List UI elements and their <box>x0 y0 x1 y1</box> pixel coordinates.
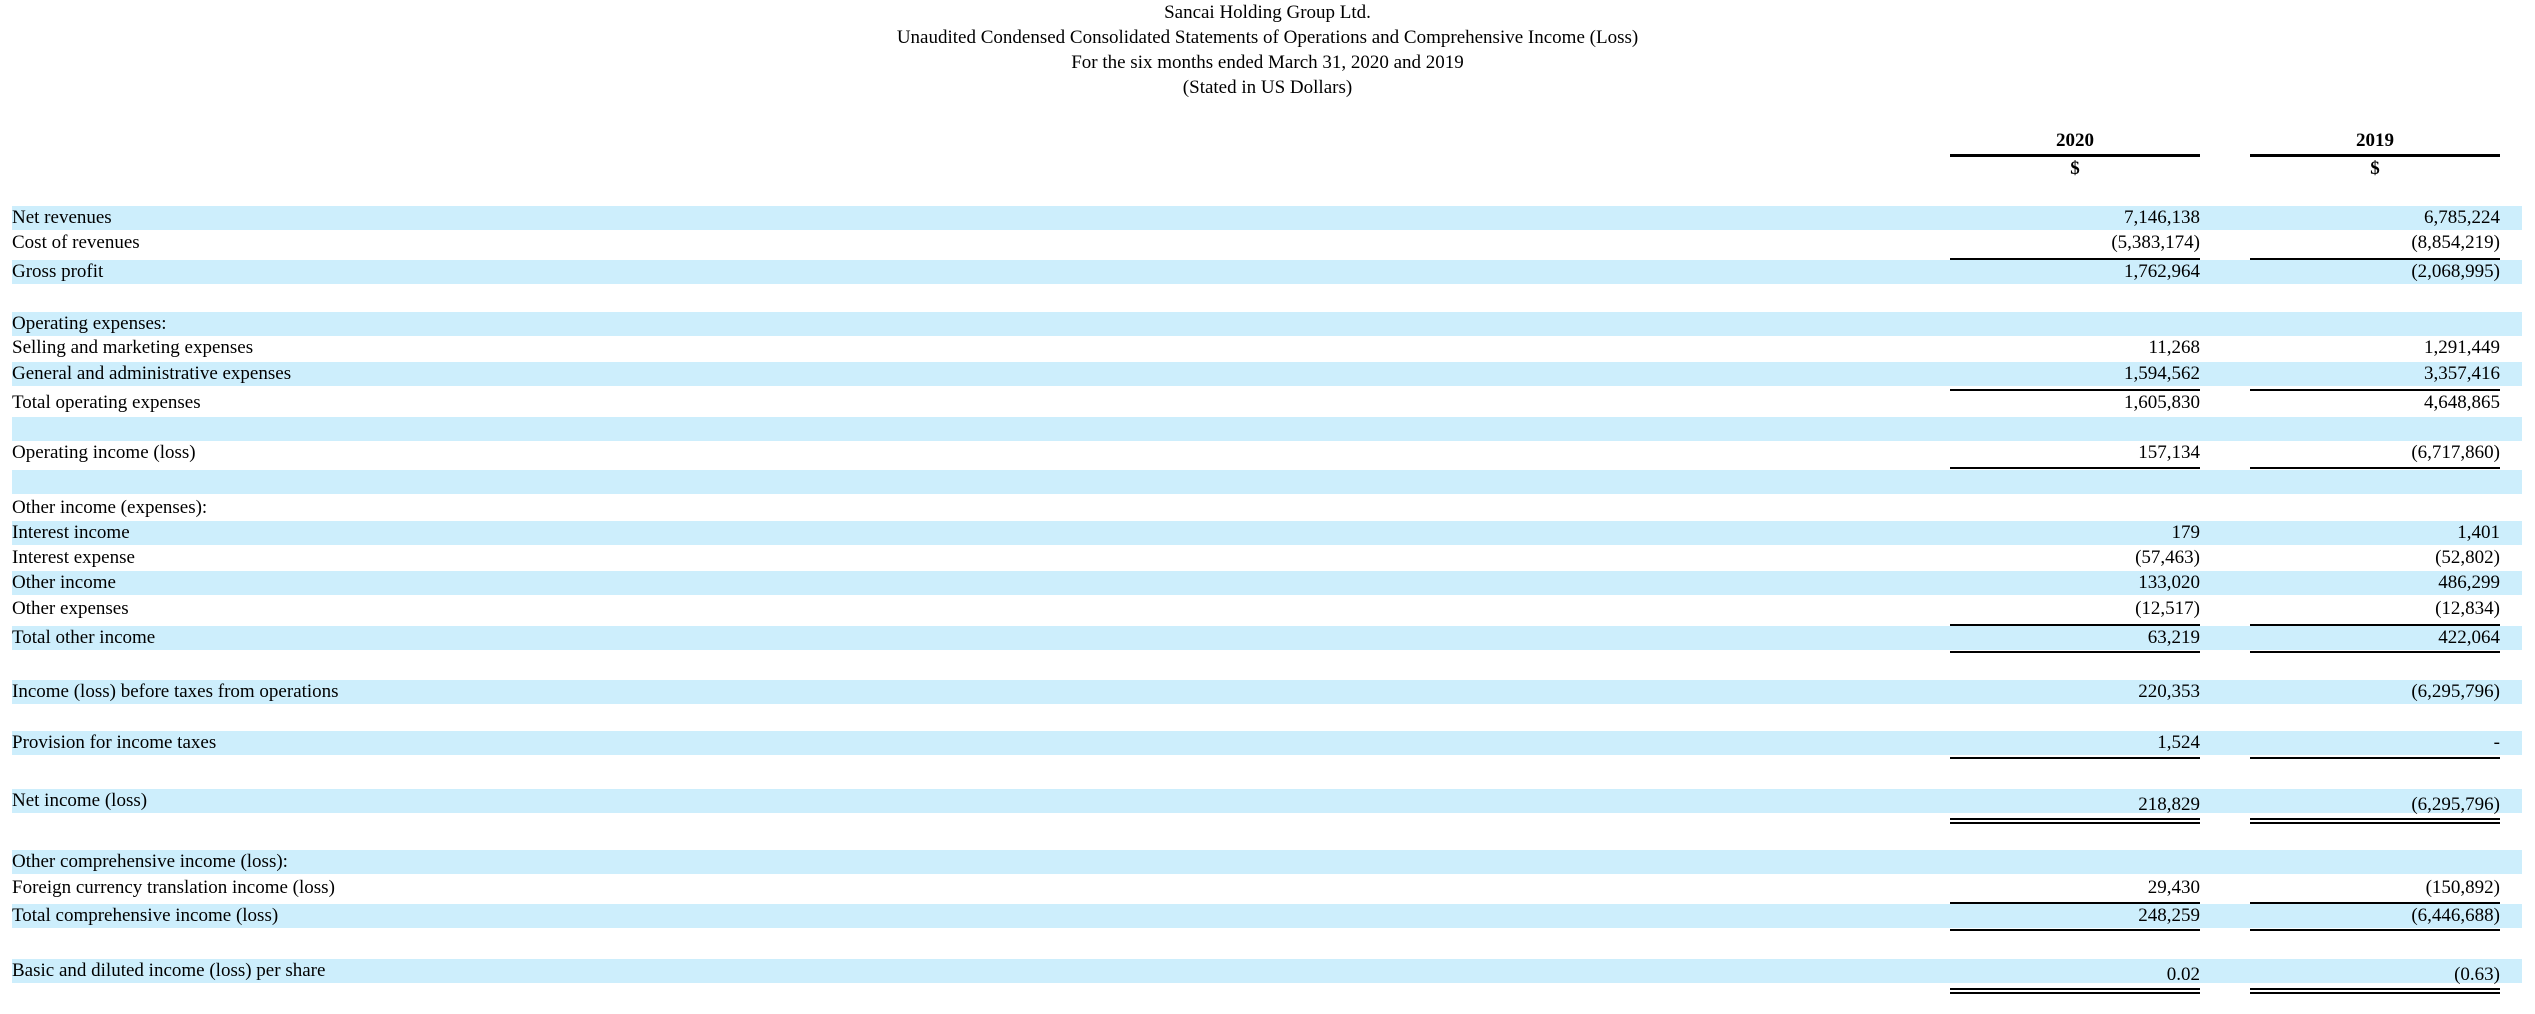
value-2019: 1,291,449 <box>2424 337 2500 358</box>
value-2020: 11,268 <box>2148 337 2200 358</box>
column-2020-unit: $ <box>2070 158 2080 179</box>
value-2020: 220,353 <box>2138 681 2200 702</box>
value-2019: (52,802) <box>2435 547 2500 568</box>
row-label: Gross profit <box>12 261 104 282</box>
table-row-other-comprehensive-heading <box>12 850 2522 874</box>
row-label: Net revenues <box>12 207 112 228</box>
value-2020: 157,134 <box>2138 442 2200 463</box>
row-label: Other income <box>12 572 116 593</box>
row-label: Total other income <box>12 627 156 648</box>
table-row-income-before-taxes <box>12 680 2522 704</box>
total-double-rule <box>1950 988 2200 990</box>
table-row-provision-income-taxes <box>12 731 2522 755</box>
row-label: Interest income <box>12 522 130 543</box>
column-2019-unit: $ <box>2370 158 2380 179</box>
table-row-interest-expense <box>12 546 2522 570</box>
row-label: Other expenses <box>12 598 129 619</box>
value-2019: (6,295,796) <box>2411 681 2500 702</box>
row-label: Cost of revenues <box>12 232 140 253</box>
subtotal-rule <box>2250 757 2500 759</box>
table-row-net-income <box>12 789 2522 813</box>
value-2020: 29,430 <box>2147 877 2200 898</box>
table-row-eps <box>12 959 2522 983</box>
value-2020: 1,605,830 <box>2124 392 2200 413</box>
table-row-operating-income <box>12 441 2522 465</box>
table-row-total-other-income <box>12 626 2522 650</box>
subtotal-rule <box>2250 651 2500 653</box>
row-label: Other income (expenses): <box>12 497 208 518</box>
table-row-foreign-currency <box>12 876 2522 900</box>
table-row-other-income-heading <box>12 496 2522 520</box>
subtotal-rule <box>1950 929 2200 931</box>
value-2019: (0.63) <box>2454 964 2500 985</box>
row-label: General and administrative expenses <box>12 363 292 384</box>
value-2019: 486,299 <box>2438 572 2500 593</box>
subtotal-rule <box>1950 389 2200 391</box>
value-2020: 133,020 <box>2138 572 2200 593</box>
subtotal-rule <box>2250 258 2500 260</box>
value-2019: 3,357,416 <box>2424 363 2500 384</box>
row-label: Basic and diluted income (loss) per share <box>12 960 326 981</box>
company-name: Sancai Holding Group Ltd. <box>1164 2 1371 23</box>
spacer-row <box>12 417 2522 441</box>
total-double-rule <box>2250 988 2500 990</box>
table-row-operating-expenses-heading <box>12 312 2522 336</box>
row-label: Operating expenses: <box>12 313 167 334</box>
table-row-general-admin <box>12 362 2522 386</box>
value-2020: 1,524 <box>2157 732 2200 753</box>
value-2020: 179 <box>2171 522 2200 543</box>
value-2020: 1,762,964 <box>2124 261 2200 282</box>
row-label: Income (loss) before taxes from operations <box>12 681 339 702</box>
value-2020: 218,829 <box>2138 794 2200 815</box>
value-2019: (6,446,688) <box>2411 905 2500 926</box>
spacer-row <box>12 470 2522 494</box>
subtotal-rule <box>1950 757 2200 759</box>
row-label: Provision for income taxes <box>12 732 217 753</box>
subtotal-rule <box>2250 467 2500 469</box>
value-2019: (150,892) <box>2425 877 2500 898</box>
value-2020: 248,259 <box>2138 905 2200 926</box>
subtotal-rule <box>2250 902 2500 904</box>
column-2020-year: 2020 <box>2056 130 2094 151</box>
currency-note: (Stated in US Dollars) <box>1182 77 1353 98</box>
statement-period: For the six months ended March 31, 2020 and 2019 <box>1071 52 1464 73</box>
value-2019: 422,064 <box>2438 627 2500 648</box>
subtotal-rule <box>2250 929 2500 931</box>
table-row-interest-income <box>12 521 2522 545</box>
value-2019: - <box>2493 732 2500 753</box>
value-2020: 63,219 <box>2147 627 2200 648</box>
row-label: Operating income (loss) <box>12 442 196 463</box>
table-row-total-operating-expenses <box>12 391 2522 415</box>
subtotal-rule <box>2250 624 2500 626</box>
value-2019: (12,834) <box>2435 598 2500 619</box>
value-2020: (57,463) <box>2135 547 2200 568</box>
value-2019: (6,295,796) <box>2411 794 2500 815</box>
table-row-other-income <box>12 571 2522 595</box>
column-2019-year: 2019 <box>2356 130 2394 151</box>
value-2019: (2,068,995) <box>2411 261 2500 282</box>
table-row-total-comprehensive <box>12 904 2522 928</box>
total-double-rule <box>2250 818 2500 820</box>
value-2020: 1,594,562 <box>2124 363 2200 384</box>
total-double-rule <box>1950 818 2200 820</box>
value-2019: (6,717,860) <box>2411 442 2500 463</box>
statement-title: Unaudited Condensed Consolidated Statements of Operations and Comprehensive Income (Loss) <box>896 27 1639 48</box>
row-label: Other comprehensive income (loss): <box>12 851 288 872</box>
row-label: Foreign currency translation income (loss) <box>12 877 335 898</box>
value-2019: 4,648,865 <box>2424 392 2500 413</box>
value-2020: 7,146,138 <box>2124 207 2200 228</box>
table-row-selling-marketing <box>12 336 2522 360</box>
subtotal-rule <box>1950 624 2200 626</box>
table-row-other-expenses <box>12 597 2522 621</box>
subtotal-rule <box>2250 389 2500 391</box>
row-label: Interest expense <box>12 547 135 568</box>
subtotal-rule <box>1950 902 2200 904</box>
row-label: Total comprehensive income (loss) <box>12 905 279 926</box>
table-row-net-revenues <box>12 206 2522 230</box>
subtotal-rule <box>1950 467 2200 469</box>
value-2020: (12,517) <box>2135 598 2200 619</box>
row-label: Selling and marketing expenses <box>12 337 254 358</box>
value-2020: (5,383,174) <box>2111 232 2200 253</box>
value-2019: (8,854,219) <box>2411 232 2500 253</box>
table-row-gross-profit <box>12 260 2522 284</box>
subtotal-rule <box>1950 651 2200 653</box>
value-2019: 1,401 <box>2457 522 2500 543</box>
subtotal-rule <box>1950 258 2200 260</box>
table-row-cost-of-revenues <box>12 231 2522 255</box>
value-2019: 6,785,224 <box>2424 207 2500 228</box>
row-label: Total operating expenses <box>12 392 201 413</box>
row-label: Net income (loss) <box>12 790 148 811</box>
value-2020: 0.02 <box>2166 964 2200 985</box>
